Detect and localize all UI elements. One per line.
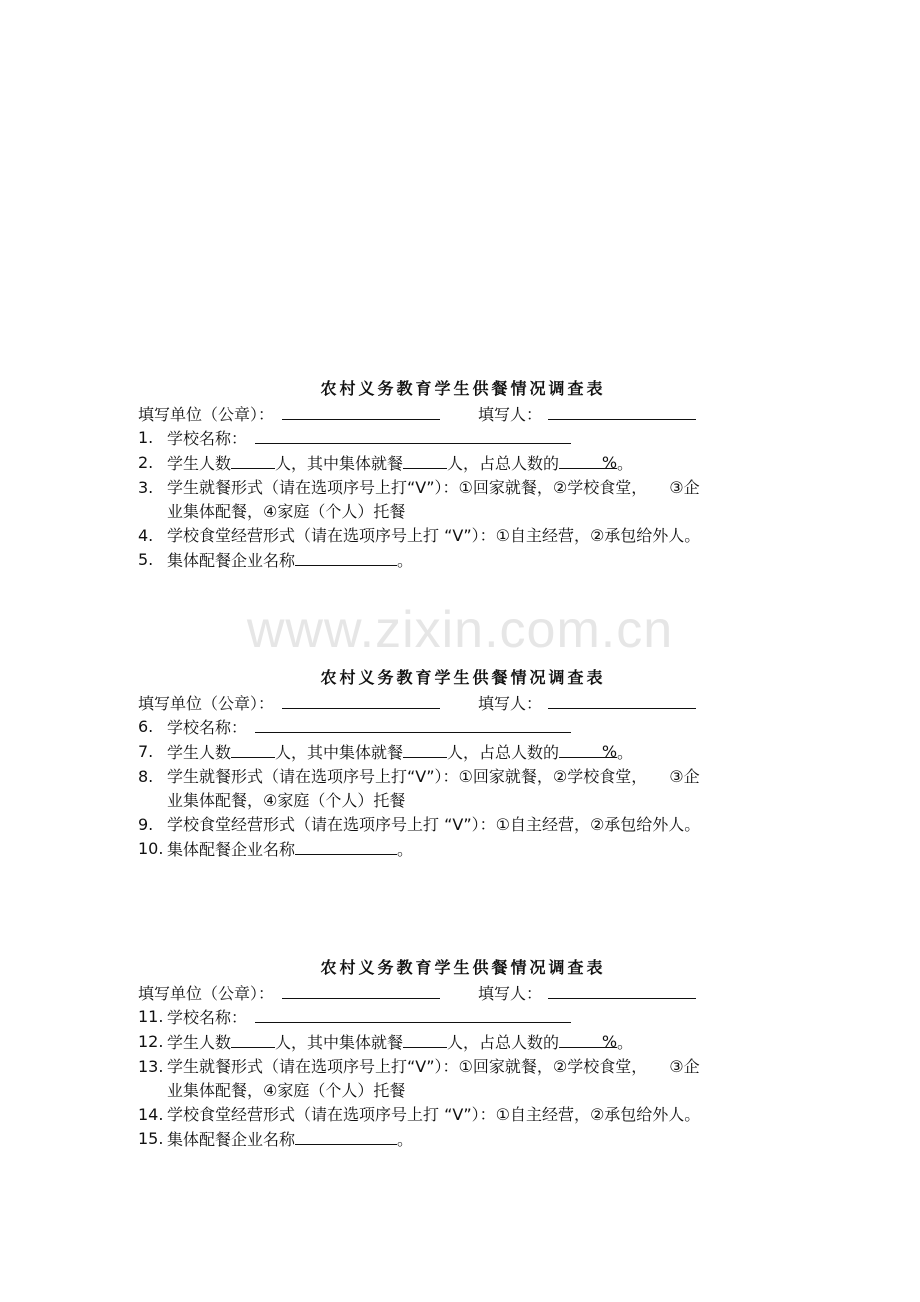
question-15 <box>138 1127 788 1152</box>
question-4 <box>138 524 788 548</box>
question-6 <box>138 715 788 740</box>
item-number: 1. <box>138 428 154 447</box>
question-5 <box>138 548 788 573</box>
item-number: 12. <box>138 1032 164 1051</box>
q-end: 。 <box>397 840 414 859</box>
unit-blank[interactable] <box>282 981 440 999</box>
survey-form-2 <box>138 666 788 862</box>
q-text: 学生就餐形式（请在选项序号上打“V”）：①回家就餐，②学校食堂， <box>167 1057 648 1076</box>
question-2 <box>138 451 788 476</box>
question-3 <box>138 476 788 524</box>
student-count-blank[interactable] <box>231 740 275 758</box>
unit-label: 填写单位（公章）： <box>138 694 275 713</box>
item-number: 9. <box>138 815 154 834</box>
item-number: 6. <box>138 717 154 736</box>
watermark: www.zixin.com.cn <box>246 601 674 659</box>
q-text-cont: 业集体配餐，④家庭（个人）托餐 <box>167 502 406 521</box>
q-end: 。 <box>397 551 414 570</box>
item-number: 4. <box>138 526 154 545</box>
school-name-label: 学校名称： <box>167 718 248 737</box>
group-meal-blank[interactable] <box>403 1030 447 1048</box>
q-text-cont: 业集体配餐，④家庭（个人）托餐 <box>167 791 406 810</box>
q-end: 。 <box>617 1033 634 1052</box>
q-text: 学生就餐形式（请在选项序号上打“V”）：①回家就餐，②学校食堂， <box>167 478 648 497</box>
q-text: ③企 <box>669 478 700 497</box>
school-name-label: 学校名称： <box>167 429 248 448</box>
group-meal-blank[interactable] <box>403 451 447 469</box>
school-name-label: 学校名称： <box>167 1008 248 1027</box>
question-13 <box>138 1055 788 1103</box>
q-end: 。 <box>617 743 634 762</box>
q-text: 学校食堂经营形式（请在选项序号上打 “V”）：①自主经营，②承包给外人。 <box>167 815 701 834</box>
survey-form-3 <box>138 956 788 1152</box>
item-number: 8. <box>138 767 154 786</box>
unit-label: 填写单位（公章）： <box>138 405 275 424</box>
percent-blank[interactable] <box>559 1030 618 1051</box>
q-text: 学校食堂经营形式（请在选项序号上打 “V”）：①自主经营，②承包给外人。 <box>167 526 701 545</box>
filler-label: 填写人： <box>478 694 543 713</box>
header-row <box>138 981 788 1005</box>
item-number: 15. <box>138 1129 164 1148</box>
company-name-blank[interactable] <box>295 548 397 566</box>
question-11 <box>138 1005 788 1030</box>
school-name-blank[interactable] <box>255 426 571 444</box>
q-end: 。 <box>397 1130 414 1149</box>
q-text: 学校食堂经营形式（请在选项序号上打 “V”）：①自主经营，②承包给外人。 <box>167 1105 701 1124</box>
q-text: 学生就餐形式（请在选项序号上打“V”）：①回家就餐，②学校食堂， <box>167 767 648 786</box>
q-text-cont: 业集体配餐，④家庭（个人）托餐 <box>167 1081 406 1100</box>
q-text: 集体配餐企业名称 <box>167 840 296 859</box>
unit-label: 填写单位（公章）： <box>138 984 275 1003</box>
header-row <box>138 402 788 426</box>
q-end: 。 <box>617 454 634 473</box>
filler-blank[interactable] <box>548 402 696 420</box>
percent-blank[interactable] <box>559 451 618 472</box>
q-text: ③企 <box>669 1057 700 1076</box>
school-name-blank[interactable] <box>255 1005 571 1023</box>
item-number: 7. <box>138 742 154 761</box>
item-number: 14. <box>138 1105 164 1124</box>
q-text: 人，占总人数的 <box>447 1033 560 1052</box>
filler-label: 填写人： <box>478 405 543 424</box>
header-row <box>138 691 788 715</box>
q-text: 学生人数 <box>167 743 232 762</box>
student-count-blank[interactable] <box>231 451 275 469</box>
q-text: 学生人数 <box>167 1033 232 1052</box>
item-number: 10. <box>138 839 164 858</box>
filler-blank[interactable] <box>548 691 696 709</box>
q-text: 人，其中集体就餐 <box>275 1033 404 1052</box>
company-name-blank[interactable] <box>295 1127 397 1145</box>
percent-sign: % <box>601 742 618 761</box>
company-name-blank[interactable] <box>295 837 397 855</box>
question-1 <box>138 426 788 451</box>
filler-blank[interactable] <box>548 981 696 999</box>
unit-blank[interactable] <box>282 402 440 420</box>
question-7 <box>138 740 788 765</box>
question-10 <box>138 837 788 862</box>
school-name-blank[interactable] <box>255 715 571 733</box>
q-text: ③企 <box>669 767 700 786</box>
item-number: 5. <box>138 550 154 569</box>
group-meal-blank[interactable] <box>403 740 447 758</box>
unit-blank[interactable] <box>282 691 440 709</box>
q-text: 集体配餐企业名称 <box>167 551 296 570</box>
survey-form-1 <box>138 377 788 573</box>
form-title: 农村义务教育学生供餐情况调查表 <box>320 668 606 687</box>
q-text: 学生人数 <box>167 454 232 473</box>
student-count-blank[interactable] <box>231 1030 275 1048</box>
question-14 <box>138 1103 788 1127</box>
percent-sign: % <box>601 453 618 472</box>
question-9 <box>138 813 788 837</box>
percent-blank[interactable] <box>559 740 618 761</box>
question-12 <box>138 1030 788 1055</box>
q-text: 人，其中集体就餐 <box>275 454 404 473</box>
item-number: 13. <box>138 1057 164 1076</box>
filler-label: 填写人： <box>478 984 543 1003</box>
form-title: 农村义务教育学生供餐情况调查表 <box>320 958 606 977</box>
q-text: 人，占总人数的 <box>447 454 560 473</box>
q-text: 人，其中集体就餐 <box>275 743 404 762</box>
item-number: 2. <box>138 453 154 472</box>
form-title: 农村义务教育学生供餐情况调查表 <box>320 379 606 398</box>
percent-sign: % <box>601 1032 618 1051</box>
q-text: 集体配餐企业名称 <box>167 1130 296 1149</box>
question-8 <box>138 765 788 813</box>
item-number: 3. <box>138 478 154 497</box>
q-text: 人，占总人数的 <box>447 743 560 762</box>
item-number: 11. <box>138 1007 164 1026</box>
